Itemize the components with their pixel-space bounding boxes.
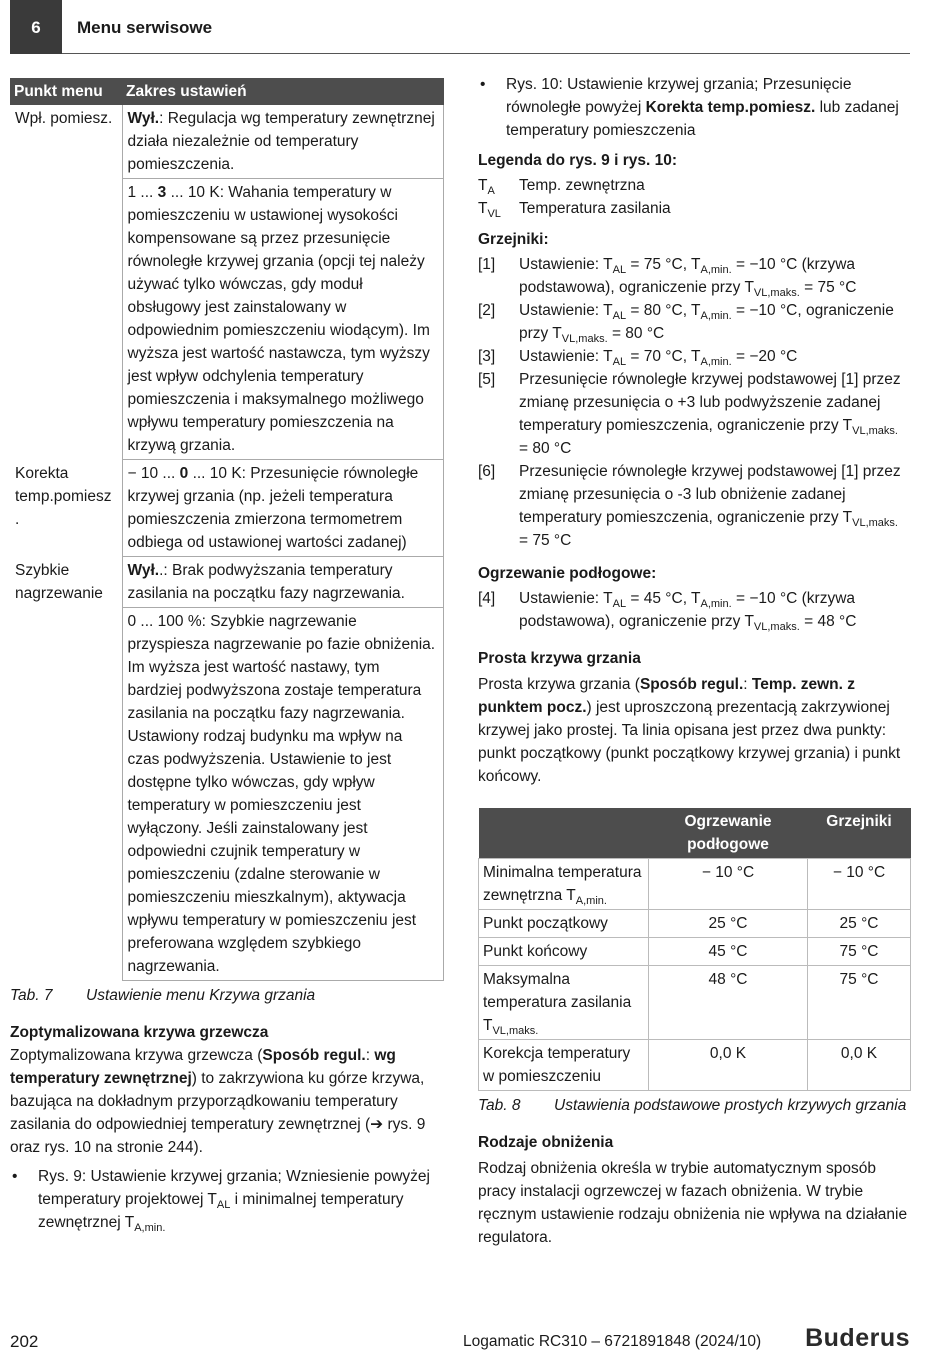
settings-range: 1 ... 3 ... 10 K: Wahania temperatury w pomieszczeniu w ustawionej wysokości kompensowane są przez przesunięcie równoległe krzywej grzania (opcji tej należy używać tylko wówczas, gdy moduł obsługowy jest zainstalowany w odpowiednim pomieszczeniu wiodącym). Im wyższa jest wartość nastawcza, tym wyższy jest wpływ odchylenia temperatury pomieszczenia i maksymalnego możliwego wpływu temperatury pomieszczenia na krzywą grzania. <box>122 179 444 460</box>
legend-item: [5] Przesunięcie równoległe krzywej podstawowej [1] przez zmianę przesunięcia o +3 lub podwyższenie zadanej temperatury pomieszczenia, ograniczenie przy $T_{VL,maks.} = 80$ °C <box>478 371 901 457</box>
col-header-settings-range: Zakres ustawień <box>122 78 444 105</box>
cell-value: 48 °C <box>649 966 808 1040</box>
cell-value: 25 °C <box>649 910 808 938</box>
col-header-menu-item: Punkt menu <box>10 78 122 105</box>
table-row <box>10 608 444 981</box>
settings-range: 0 ... 100 %: Szybkie nagrzewanie przyspiesza nagrzewanie po fazie obniżenia. Im wyższa jest wartość nastawy, tym bardziej podwyższona zostaje temperatura zasilania na początku fazy nagrzewania. Ustawiony rodzaj budynku ma wpływ na czas podwyższenia. Ustawienie to jest dostępne tylko wówczas, gdy wpływ temperatury w pomieszczeniu jest wyłączony. Jeśli zainstalowany jest odpowiedni czujnik temperatury w pomieszczeniu (zdalne sterowanie w pomieszczeniu mieszkalnym), aktywacja wpływu temperatury w pomieszczeniu jest preferowana względem szybkiego nagrzewania. <box>122 608 444 981</box>
cell-value: 25 °C <box>808 910 911 938</box>
section-heading: Rodzaje obniżenia <box>478 1134 614 1151</box>
left-column <box>10 78 444 1234</box>
legend-heading: Legenda do rys. 9 i rys. 10: <box>478 152 677 169</box>
cell-value: − 10 °C <box>649 859 808 910</box>
section-heading: Prosta krzywa grzania <box>478 650 641 667</box>
table-row <box>479 938 911 966</box>
table-row <box>10 557 444 608</box>
cell-value: 45 °C <box>649 938 808 966</box>
cell-value: − 10 °C <box>808 859 911 910</box>
settings-range: Wył..: Brak podwyższania temperatury zasilania na początku fazy nagrzewania. <box>122 557 444 608</box>
table-caption: Tab. 7 Ustawienie menu Krzywa grzania <box>10 987 316 1004</box>
col-header-empty <box>479 808 649 859</box>
table-row <box>10 460 444 557</box>
list-item: • Rys. 10: Ustawienie krzywej grzania; Przesunięcie równoległe powyżej Korekta temp.pomiesz. lub zadanej temperatury pomieszczenia <box>480 76 899 139</box>
settings-range: − 10 ... 0 ... 10 K: Przesunięcie równoległe krzywej grzania (np. jeżeli temperatura pomieszczenia zmierzona termometrem odbiega od ustawionej wartości zadanej) <box>122 460 444 557</box>
legend-item: $T_{VL}$ Temperatura zasilania <box>478 200 671 220</box>
paragraph: Rodzaj obniżenia określa w trybie automatycznym sposób pracy instalacji ogrzewczej w fazach obniżenia. W trybie ręcznym ustawienie rodzaju obniżenia nie wpływa na działanie regulatora. <box>478 1160 908 1246</box>
paragraph: Prosta krzywa grzania (Sposób regul.: Temp. zewn. z punktem pocz.) jest uproszczoną prezentacją zakrzywionej krzywej jako prostej. Ta linia opisana jest przez dwa punkty: punkt początkowy (punkt początkowy krzywej grzania) i punkt końcowy. <box>478 676 901 785</box>
cell-value: 75 °C <box>808 966 911 1040</box>
document-reference: Logamatic RC310 – 6721891848 (2024/10) <box>463 1333 762 1350</box>
menu-item-name: Wpł. pomiesz. <box>15 110 113 127</box>
page-number: 202 <box>10 1332 39 1351</box>
cell-value: 75 °C <box>808 938 911 966</box>
legend-item: [1] Ustawienie: $T_{AL} = 75$ °C, $T_{A,min.} = -10$ °C (krzywa podstawowa), ograniczenie przy $T_{VL,maks.} = 75$ °C <box>478 256 857 299</box>
simple-curve-table <box>478 808 911 1091</box>
chapter-title: Menu serwisowe <box>77 18 213 37</box>
table-row <box>479 966 911 1040</box>
col-header-radiators: Grzejniki <box>808 808 911 859</box>
paragraph: Zoptymalizowana krzywa grzewcza (Sposób regul.: wg temperatury zewnętrznej) to zakrzywiona ku górze krzywa, bazująca na dokładnym przyporządkowaniu temperatury zasilania do odpowiedniej temperatury zewnętrznej (➔ rys. 9 oraz rys. 10 na stronie 244). <box>10 1047 426 1156</box>
table-caption: Tab. 8 Ustawienia podstawowe prostych krzywych grzania <box>478 1097 907 1114</box>
row-label: Minimalna temperatura zewnętrzna $T_{A,min.}$ <box>479 859 649 910</box>
cell-value: 0,0 K <box>649 1040 808 1091</box>
cell-value: 0,0 K <box>808 1040 911 1091</box>
row-label: Punkt początkowy <box>479 910 649 938</box>
page-footer <box>10 1324 910 1354</box>
brand-logo: Buderus <box>805 1324 910 1352</box>
arrow-icon: ➔ <box>370 1116 384 1133</box>
legend-item: [6] Przesunięcie równoległe krzywej podstawowej [1] przez zmianę przesunięcia o -3 lub obniżenie zadanej temperatury pomieszczenia, ograniczenie przy $T_{VL,maks.} = 75$ °C <box>478 463 901 549</box>
col-header-floor-heating: Ogrzewanie podłogowe <box>649 808 808 859</box>
table-row <box>10 105 444 179</box>
menu-item-name: Szybkie nagrzewanie <box>15 561 103 602</box>
section-heading: Grzejniki: <box>478 231 549 248</box>
right-column <box>478 73 911 1249</box>
settings-range: Wył.: Regulacja wg temperatury zewnętrznej działa niezależnie od temperatury pomieszczenia. <box>122 105 444 179</box>
section-heading: Zoptymalizowana krzywa grzewcza <box>10 1024 269 1041</box>
row-label: Maksymalna temperatura zasilania $T_{VL,maks.}$ <box>479 966 649 1040</box>
table-row <box>479 859 911 910</box>
legend-item: [4] Ustawienie: $T_{AL} = 45$ °C, $T_{A,min.} = -10$ °C (krzywa podstawowa), ograniczenie przy $T_{VL,maks.} = 48$ °C <box>478 590 857 633</box>
table-row <box>479 910 911 938</box>
menu-item-name: Korekta temp.pomiesz . <box>15 464 112 528</box>
table-row <box>479 1040 911 1091</box>
legend-item: [2] Ustawienie: $T_{AL} = 80$ °C, $T_{A,min.} = -10$ °C, ograniczenie przy $T_{VL,maks.} = 80$ °C <box>478 302 894 345</box>
legend-item: [3] Ustawienie: $T_{AL} = 70$ °C, $T_{A,min.} = -20$ °C <box>478 348 798 368</box>
row-label: Korekcja temperatury w pomieszczeniu <box>479 1040 649 1091</box>
menu-settings-table <box>10 78 444 981</box>
section-heading: Ogrzewanie podłogowe: <box>478 565 657 582</box>
table-row <box>10 179 444 460</box>
legend-item: $T_A$ Temp. zewnętrzna <box>478 177 645 197</box>
page-header <box>10 0 910 54</box>
chapter-number: 6 <box>10 0 62 54</box>
row-label: Punkt końcowy <box>479 938 649 966</box>
list-item: • Rys. 9: Ustawienie krzywej grzania; Wzniesienie powyżej temperatury projektowej $T_{AL}$ i minimalnej temperatury zewnętrznej $T_{A,min.}$ <box>12 1168 430 1234</box>
